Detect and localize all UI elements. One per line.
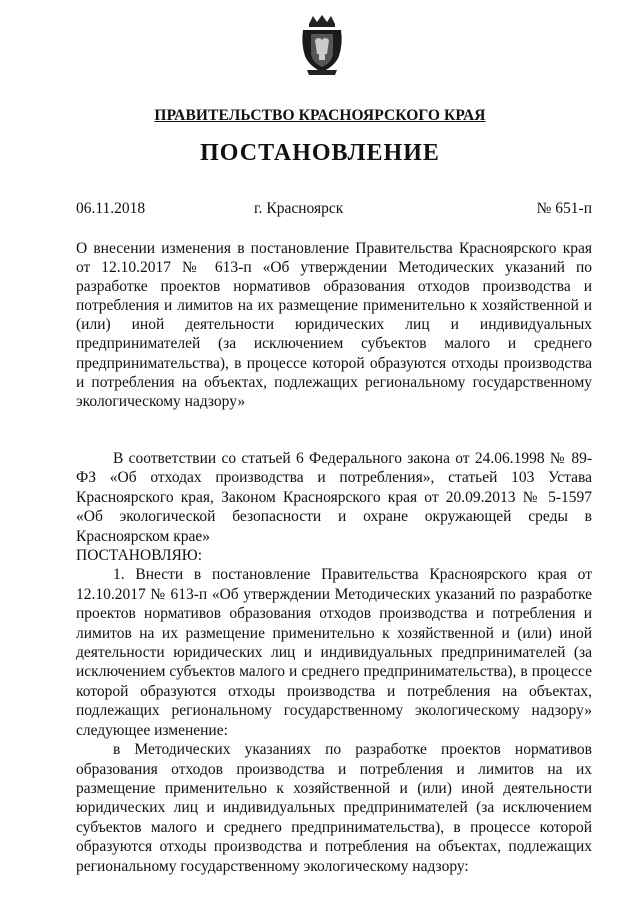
document-city: г. Красноярск [254,200,344,217]
preamble-paragraph: В соответствии со статьей 6 Федерального закона от 24.06.1998 № 89-ФЗ «Об отходах производства и потребления», статьей 103 Устава Красноярского края, Законом Красноярского края от 20.09.2013 № 5-1597 «Об экологической безопасности и охране окружающей среды в Красноярском крае» [76,450,592,545]
decree-word: ПОСТАНОВЛЯЮ: [76,547,203,565]
document-type: ПОСТАНОВЛЕНИЕ [200,140,440,166]
document-date: 06.11.2018 [76,200,146,217]
document-number: № 651-п [536,200,592,217]
item-1-sub-paragraph: в Методических указаниях по разработке проектов нормативов образования отходов производства и потребления и лимитов на их размещение применительно к хозяйственной и (или) иной деятельности юридических лиц и индивидуальных предпринимателей (за исключением субъектов малого и среднего предпринимательства), в процессе которой образуются отходы производства и потребления на объектах, подлежащих региональному государственному экологическому надзору: [76,741,592,875]
organization-name: ПРАВИТЕЛЬСТВО КРАСНОЯРСКОГО КРАЯ [154,107,486,124]
document-title: О внесении изменения в постановление Правительства Красноярского края от 12.10.2017 № 613-п «Об утверждении Методических указаний по разработке проектов нормативов образования отходов производства и потребления и лимитов на их размещение применительно к хозяйственной и (или) иной деятельности юридических лиц и индивидуальных предпринимателей (за исключением субъектов малого и среднего предпринимательства), в процессе которой образуются отходы производства и потребления на объектах, подлежащих региональному государственному экологическому надзору» [76,240,592,410]
document-body [76,449,592,876]
coat-of-arms-icon [299,14,345,76]
item-1-paragraph: 1. Внести в постановление Правительства Красноярского края от 12.10.2017 № 613-п «Об утверждении Методических указаний по разработке проектов нормативов образования отходов производства и потребления и лимитов на их размещение применительно к хозяйственной и (или) иной деятельности юридических лиц и индивидуальных предпринимателей (за исключением субъектов малого и среднего предпринимательства), в процессе которой образуются отходы производства и потребления на объектах, подлежащих региональному государственному экологическому надзору» следующее изменение: [76,566,592,739]
